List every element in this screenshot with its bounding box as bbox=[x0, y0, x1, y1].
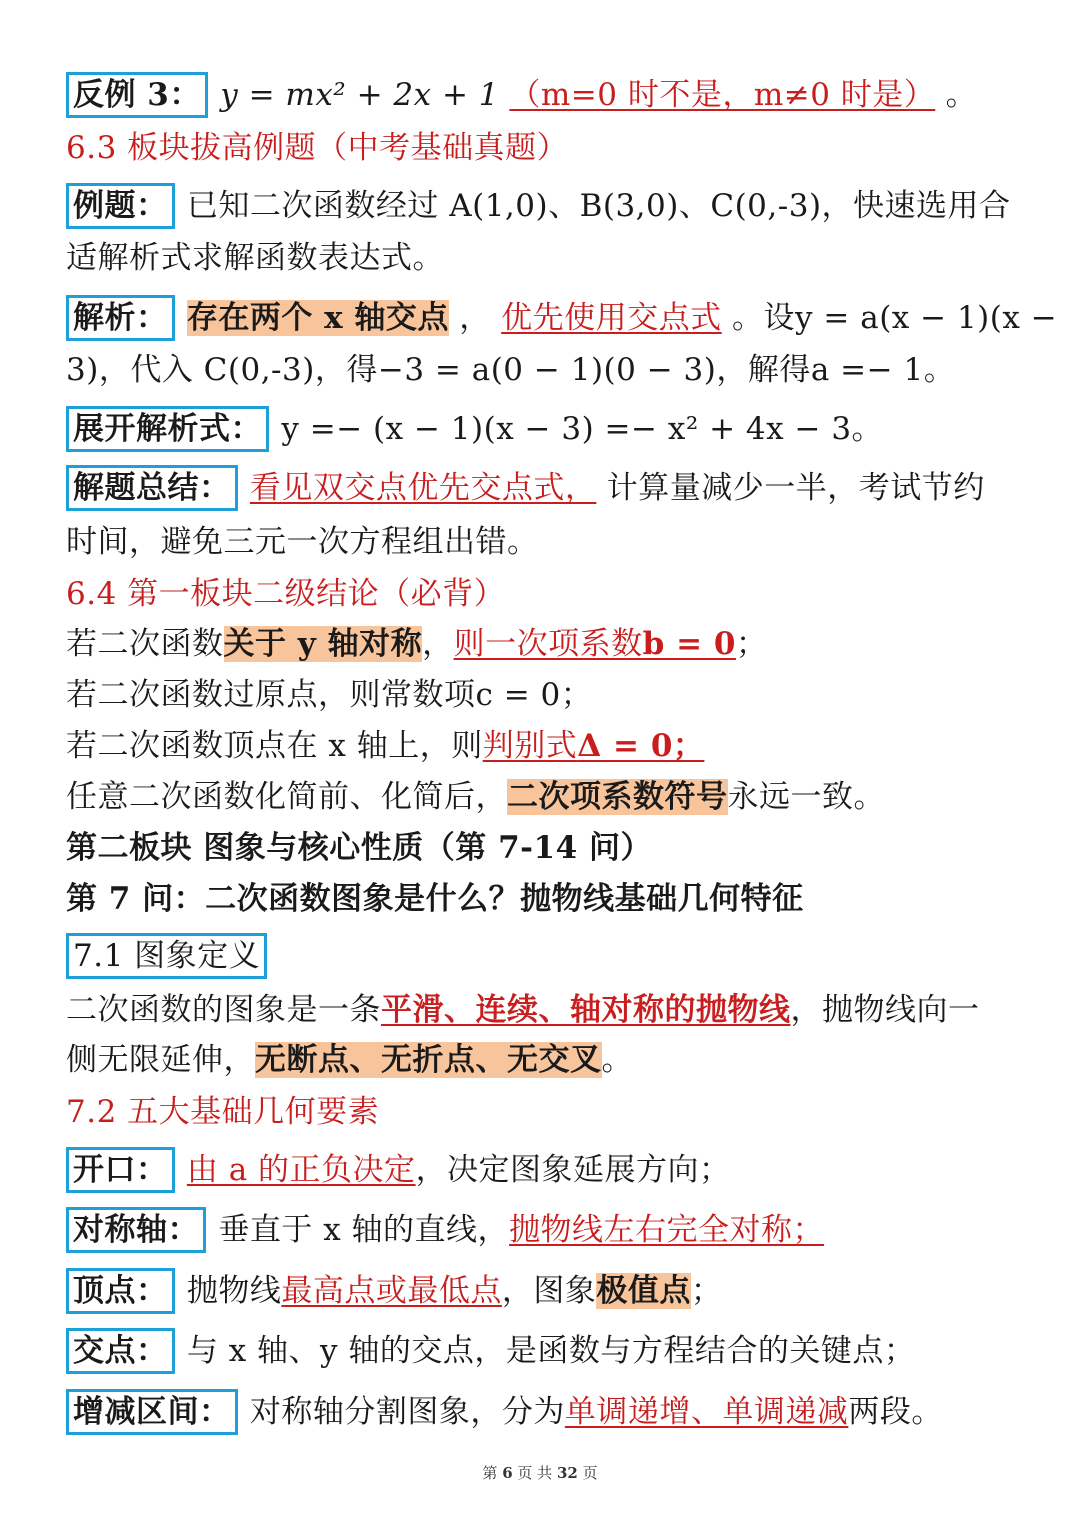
total-pages: 32 bbox=[556, 1464, 578, 1482]
part-2-heading: 第二板块 图象与核心性质（第 7-14 问） bbox=[66, 830, 652, 866]
label-box: 解析： bbox=[66, 295, 175, 341]
conclusion-3 bbox=[66, 726, 704, 766]
conclusion-4 bbox=[66, 777, 885, 817]
example-text: 已知二次函数经过 A(1,0)、B(3,0)、C(0,-3)，快速选用合 bbox=[186, 188, 1011, 224]
conclusion-1 bbox=[66, 624, 767, 664]
period: 。 bbox=[601, 1042, 633, 1078]
summary-text: 计算量减少一半，考试节约 bbox=[606, 470, 985, 506]
conclusion-2: 若二次函数过原点，则常数项c = 0； bbox=[66, 677, 593, 713]
example-line-2: 适解析式求解函数表达式。 bbox=[66, 240, 444, 276]
definition-line-1 bbox=[66, 990, 980, 1030]
text: 与 x 轴、y 轴的交点，是函数与方程结合的关键点； bbox=[186, 1333, 916, 1369]
red-emphasis: 单调递增、单调递减 bbox=[564, 1394, 849, 1430]
red-emphasis: 则一次项系数 bbox=[453, 626, 643, 662]
red-emphasis: 由 a 的正负决定 bbox=[186, 1152, 416, 1188]
text: 若二次函数顶点在 x 轴上，则 bbox=[66, 728, 483, 764]
label-box: 反例 3： bbox=[66, 72, 208, 118]
expanded-form bbox=[66, 406, 883, 452]
heading-box: 7.1 图象定义 bbox=[66, 933, 267, 979]
element-intersections bbox=[66, 1328, 915, 1374]
element-monotonic bbox=[66, 1389, 943, 1435]
summary-line-2: 时间，避免三元一次方程组出错。 bbox=[66, 524, 539, 560]
text: ，决定图象延展方向； bbox=[415, 1152, 731, 1188]
text: 任意二次函数化简前、化简后， bbox=[66, 779, 507, 815]
end: ； bbox=[735, 626, 768, 662]
element-vertex bbox=[66, 1268, 722, 1314]
condition-note: （m=0 时不是，m≠0 时是） bbox=[509, 77, 936, 113]
footer-text: 第 bbox=[482, 1464, 503, 1482]
red-emphasis: 抛物线左右完全对称； bbox=[509, 1212, 825, 1248]
text: 二次函数的图象是一条 bbox=[66, 992, 381, 1028]
section-6-4-heading: 6.4 第一板块二级结论（必背） bbox=[66, 576, 506, 612]
summary-line-1 bbox=[66, 465, 985, 511]
red-emphasis: 平滑、连续、轴对称的抛物线 bbox=[381, 992, 791, 1028]
highlight: 关于 y 轴对称 bbox=[223, 626, 423, 662]
red-emphasis: 判别式 bbox=[482, 728, 578, 764]
highlight: 无断点、无折点、无交叉 bbox=[255, 1042, 602, 1078]
definition-line-2 bbox=[66, 1040, 633, 1080]
end: ； bbox=[690, 1273, 723, 1309]
comma: ， bbox=[459, 300, 491, 336]
text: 若二次函数 bbox=[66, 626, 224, 662]
footer-text: 页 bbox=[577, 1464, 598, 1482]
highlight: 极值点 bbox=[596, 1273, 691, 1309]
section-6-3-heading: 6.3 板块拔高例题（中考基础真题） bbox=[66, 130, 569, 166]
element-axis bbox=[66, 1207, 824, 1253]
period: 。 bbox=[945, 77, 978, 113]
label-box: 开口： bbox=[66, 1147, 175, 1193]
text: 侧无限延伸， bbox=[66, 1042, 255, 1078]
question-7-heading: 第 7 问：二次函数图象是什么？抛物线基础几何特征 bbox=[66, 881, 804, 917]
solution-line-2: 3)，代入 C(0,-3)，得−3 = a(0 − 1)(0 − 3)，解得a =− 1。 bbox=[66, 352, 956, 388]
counterexample-3 bbox=[66, 72, 977, 118]
label-box: 顶点： bbox=[66, 1268, 175, 1314]
red-bold: Δ = 0； bbox=[577, 728, 705, 764]
formula: y =− (x − 1)(x − 3) =− x² + 4x − 3。 bbox=[281, 411, 884, 447]
text-end: 永远一致。 bbox=[727, 779, 885, 815]
comma: ， bbox=[422, 626, 454, 662]
text: 对称轴分割图象，分为 bbox=[249, 1394, 565, 1430]
solution-line-1 bbox=[66, 295, 1057, 341]
text: ，图象 bbox=[501, 1273, 597, 1309]
red-emphasis: 优先使用交点式 bbox=[501, 300, 722, 336]
highlight: 存在两个 x 轴交点 bbox=[186, 300, 449, 336]
label-box: 解题总结： bbox=[66, 465, 238, 511]
text-end: 两段。 bbox=[848, 1394, 943, 1430]
footer-text: 页 共 bbox=[512, 1464, 557, 1482]
text: 抛物线 bbox=[186, 1273, 282, 1309]
red-emphasis: 看见双交点优先交点式， bbox=[249, 470, 597, 506]
page-number: 6 bbox=[502, 1464, 513, 1482]
text-end: ，抛物线向一 bbox=[790, 992, 980, 1028]
element-opening bbox=[66, 1147, 731, 1193]
label-box: 交点： bbox=[66, 1328, 175, 1374]
text: 垂直于 x 轴的直线， bbox=[218, 1212, 510, 1248]
solution-text: 。设y = a(x − 1)(x − bbox=[732, 300, 1058, 336]
label-box: 展开解析式： bbox=[66, 406, 269, 452]
red-bold: b = 0 bbox=[642, 626, 736, 662]
red-emphasis: 最高点或最低点 bbox=[281, 1273, 502, 1309]
highlight: 二次项系数符号 bbox=[507, 779, 728, 815]
formula: y = mx² + 2x + 1 bbox=[220, 77, 500, 113]
section-7-2-heading: 7.2 五大基础几何要素 bbox=[66, 1094, 380, 1130]
label-box: 例题： bbox=[66, 183, 175, 229]
label-box: 对称轴： bbox=[66, 1207, 206, 1253]
label-box: 增减区间： bbox=[66, 1389, 238, 1435]
section-7-1-heading bbox=[66, 933, 269, 979]
example-line-1 bbox=[66, 183, 1011, 229]
page-footer bbox=[0, 1462, 1080, 1483]
